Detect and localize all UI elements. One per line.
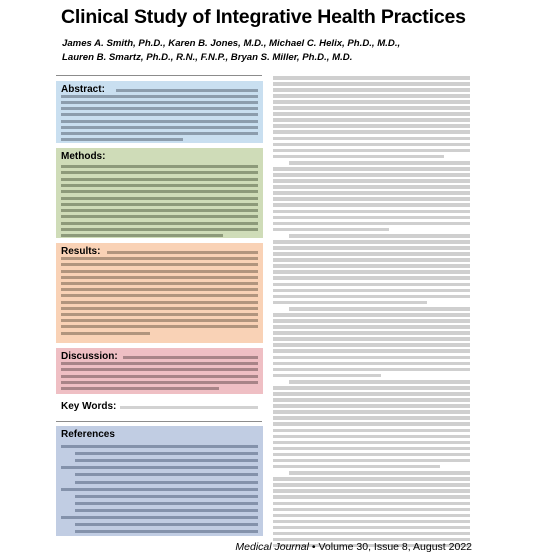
body-text-line [273, 130, 470, 134]
body-text-line [273, 392, 470, 396]
body-text-line [273, 374, 381, 378]
discussion-heading: Discussion: [61, 351, 118, 362]
text-line [61, 387, 219, 390]
body-text-line [273, 264, 470, 268]
text-line [61, 190, 258, 193]
body-text-line [273, 343, 470, 347]
text-line [61, 257, 258, 260]
text-line [61, 222, 258, 225]
journal-footer [235, 541, 472, 553]
text-line [61, 332, 150, 335]
methods-heading: Methods: [61, 151, 106, 162]
text-line [61, 282, 258, 285]
journal-issue: Volume 30, Issue 8, August 2022 [318, 541, 472, 553]
body-text-line [273, 362, 470, 366]
text-line [61, 362, 258, 365]
key-words-label: Key Words: [61, 401, 117, 412]
text-line [61, 294, 258, 297]
body-text-line [273, 465, 440, 469]
text-line [61, 95, 258, 98]
body-text-line [273, 88, 470, 92]
body-text-line [273, 422, 470, 426]
body-text-line [273, 289, 470, 293]
body-text-line [273, 240, 470, 244]
reference-line [75, 459, 258, 462]
body-text-line [273, 228, 389, 232]
text-line [61, 307, 258, 310]
reference-line [75, 495, 258, 498]
body-text-line [273, 368, 470, 372]
body-text-line [273, 82, 470, 86]
body-text-line [273, 276, 470, 280]
body-text-line [273, 258, 470, 262]
text-line [61, 113, 258, 116]
body-text-line [273, 349, 470, 353]
body-text-line [273, 514, 470, 518]
body-text-line [273, 270, 470, 274]
body-text-line [273, 477, 470, 481]
text-line [61, 375, 258, 378]
text-line [123, 356, 258, 359]
text-line [107, 251, 258, 254]
body-text-line [273, 124, 470, 128]
text-line [61, 101, 258, 104]
body-text-line [273, 526, 470, 530]
body-text-line [273, 167, 470, 171]
body-text-line [273, 179, 470, 183]
reference-line [61, 516, 258, 519]
author-line-1: James A. Smith, Ph.D., Karen B. Jones, M.D., Michael C. Helix, Ph.D., M.D., [62, 38, 401, 49]
body-text-line [273, 356, 470, 360]
body-text-line [273, 301, 427, 305]
methods-section [56, 148, 263, 238]
reference-line [61, 466, 258, 469]
text-line [61, 276, 258, 279]
body-text-line [273, 331, 470, 335]
body-text-line [273, 386, 470, 390]
body-text-line [273, 416, 470, 420]
reference-line [75, 530, 258, 533]
text-line [61, 288, 258, 291]
body-text-line [273, 143, 470, 147]
body-text-line [273, 483, 470, 487]
body-text-line [273, 137, 470, 141]
text-line [61, 301, 258, 304]
text-line [61, 138, 183, 141]
text-line [61, 197, 258, 200]
body-text-line [273, 155, 444, 159]
text-line [61, 215, 258, 218]
text-line [61, 126, 258, 129]
references-heading: References [61, 429, 115, 440]
body-text-line [273, 502, 470, 506]
body-text-column [273, 73, 470, 533]
body-text-line [273, 441, 470, 445]
text-line [61, 178, 258, 181]
text-line [61, 120, 258, 123]
text-line [61, 107, 258, 110]
body-text-line [273, 404, 470, 408]
body-text-line [289, 380, 470, 384]
text-line [61, 203, 258, 206]
reference-line [61, 488, 258, 491]
body-text-line [273, 398, 470, 402]
body-text-line [273, 319, 470, 323]
body-text-line [273, 447, 470, 451]
body-text-line [273, 222, 470, 226]
abstract-heading: Abstract: [61, 84, 105, 95]
body-text-line [273, 100, 470, 104]
text-line [61, 263, 258, 266]
header-rule [56, 75, 262, 76]
body-text-line [273, 197, 470, 201]
body-text-line [289, 234, 470, 238]
body-text-line [273, 453, 470, 457]
body-text-line [273, 283, 470, 287]
body-text-line [273, 429, 470, 433]
body-text-line [273, 94, 470, 98]
body-text-line [273, 313, 470, 317]
text-line [61, 132, 258, 135]
reference-line [75, 481, 258, 484]
body-text-line [273, 508, 470, 512]
results-heading: Results: [61, 246, 101, 257]
body-text-line [273, 520, 470, 524]
text-line [61, 184, 258, 187]
body-text-line [273, 489, 470, 493]
reference-line [75, 473, 258, 476]
text-line [61, 171, 258, 174]
discussion-section [56, 348, 263, 394]
body-text-line [273, 203, 470, 207]
body-text-line [273, 185, 470, 189]
body-text-line [273, 435, 470, 439]
reference-line [75, 502, 258, 505]
body-text-line [273, 118, 470, 122]
body-text-line [273, 325, 470, 329]
author-line-2: Lauren B. Smartz, Ph.D., R.N., F.N.P., Bryan S. Miller, Ph.D., M.D. [62, 51, 353, 63]
body-text-line [273, 459, 470, 463]
body-text-line [273, 149, 470, 153]
key-words-text-placeholder [120, 406, 258, 409]
body-text-line [273, 191, 470, 195]
body-text-line [273, 216, 470, 220]
footer-bullet: • [311, 541, 316, 553]
results-section [56, 243, 263, 343]
text-line [61, 228, 258, 231]
body-text-line [273, 106, 470, 110]
reference-line [75, 523, 258, 526]
body-text-line [273, 252, 470, 256]
reference-line [75, 452, 258, 455]
text-line [61, 368, 258, 371]
abstract-section [56, 81, 263, 143]
text-line [61, 270, 258, 273]
body-text-line [289, 471, 470, 475]
text-line [61, 313, 258, 316]
reference-line [61, 445, 258, 448]
body-text-line [273, 337, 470, 341]
references-rule [56, 421, 262, 422]
paper-title: Clinical Study of Integrative Health Practices [61, 6, 466, 28]
reference-line [75, 509, 258, 512]
author-list [62, 37, 482, 64]
body-text-line [273, 173, 470, 177]
body-text-line [289, 161, 470, 165]
text-line [61, 325, 258, 328]
body-text-line [273, 210, 470, 214]
body-text-line [273, 112, 470, 116]
body-text-line [273, 532, 470, 536]
text-line [116, 89, 258, 92]
text-line [61, 165, 258, 168]
text-line [61, 381, 258, 384]
body-text-line [273, 246, 470, 250]
body-text-line [273, 295, 470, 299]
text-line [61, 319, 258, 322]
body-text-line [273, 76, 470, 80]
body-text-line [273, 495, 470, 499]
body-text-line [273, 410, 470, 414]
body-text-line [289, 307, 470, 311]
text-line [61, 234, 223, 237]
journal-name: Medical Journal [235, 541, 309, 553]
text-line [61, 209, 258, 212]
references-section [56, 426, 263, 536]
